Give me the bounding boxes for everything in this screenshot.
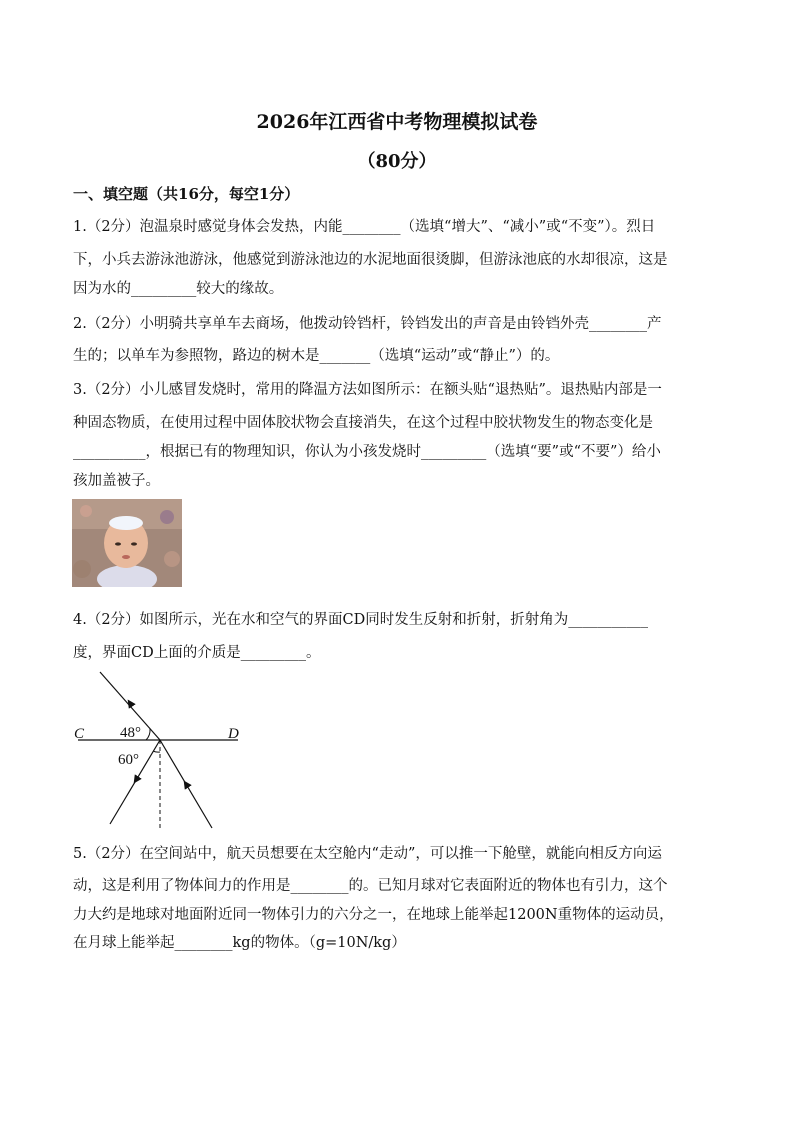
page-title: 2026年江西省中考物理模拟试卷 (256, 111, 538, 133)
question-line: 在月球上能举起________kg的物体。（g=10N/kg） (73, 935, 406, 951)
lower-left-ray-arrow (136, 777, 138, 780)
angle-label-60: 60° (118, 752, 139, 768)
question-line: 因为水的_________较大的缘故。 (73, 281, 284, 297)
lower-right-ray-arrow (186, 784, 188, 787)
question-line: 力大约是地球对地面附近同一物体引力的六分之一，在地球上能举起1200N重物体的运动员， (73, 907, 674, 923)
angle-arc-48 (146, 729, 150, 740)
question-line: 下，小兵去游泳池游泳，他感觉到游泳池边的水泥地面很烫脚，但游泳池底的水却很凉，这是 (73, 252, 668, 268)
question-line: 4.（2分）如图所示，光在水和空气的界面CD同时发生反射和折射，折射角为___________ (73, 612, 649, 628)
total-score: （80分） (357, 151, 437, 172)
label-c: C (74, 726, 85, 742)
question-line: 3.（2分）小儿感冒发烧时，常用的降温方法如图所示：在额头贴“退热贴”。退热贴内部是一 (73, 382, 662, 398)
question-line: 动，这是利用了物体间力的作用是________的。已知月球对它表面附近的物体也有引力，这个 (73, 878, 668, 894)
light-refraction-diagram (70, 668, 250, 832)
angle-label-48: 48° (120, 725, 141, 741)
question-line: 1.（2分）泡温泉时感觉身体会发热，内能________（选填“增大”、“减小”或“不变”）。烈日 (73, 219, 656, 235)
question-line: 2.（2分）小明骑共享单车去商场，他拨动铃铛杆，铃铛发出的声音是由铃铛外壳________产 (73, 316, 662, 332)
angle-arc-60 (153, 751, 160, 752)
section-heading: 一、填空题（共16分，每空1分） (73, 185, 300, 203)
question-line: 孩加盖被子。 (73, 473, 160, 489)
question-line: 5.（2分）在空间站中，航天员想要在太空舱内“走动”，可以推一下舱壁，就能向相反方向运 (73, 846, 662, 862)
question-line: __________，根据已有的物理知识，你认为小孩发烧时_________（选填“要”或“不要”）给小 (73, 444, 661, 460)
label-d: D (228, 726, 239, 742)
question-line: 种固态物质，在使用过程中固体胶状物会直接消失，在这个过程中胶状物发生的物态变化是 (73, 415, 653, 431)
baby-fever-patch-photo (72, 499, 182, 587)
question-line: 度，界面CD上面的介质是_________。 (73, 645, 321, 661)
question-line: 生的；以单车为参照物，路边的树木是_______（选填“运动”或“静止”）的。 (73, 348, 560, 364)
